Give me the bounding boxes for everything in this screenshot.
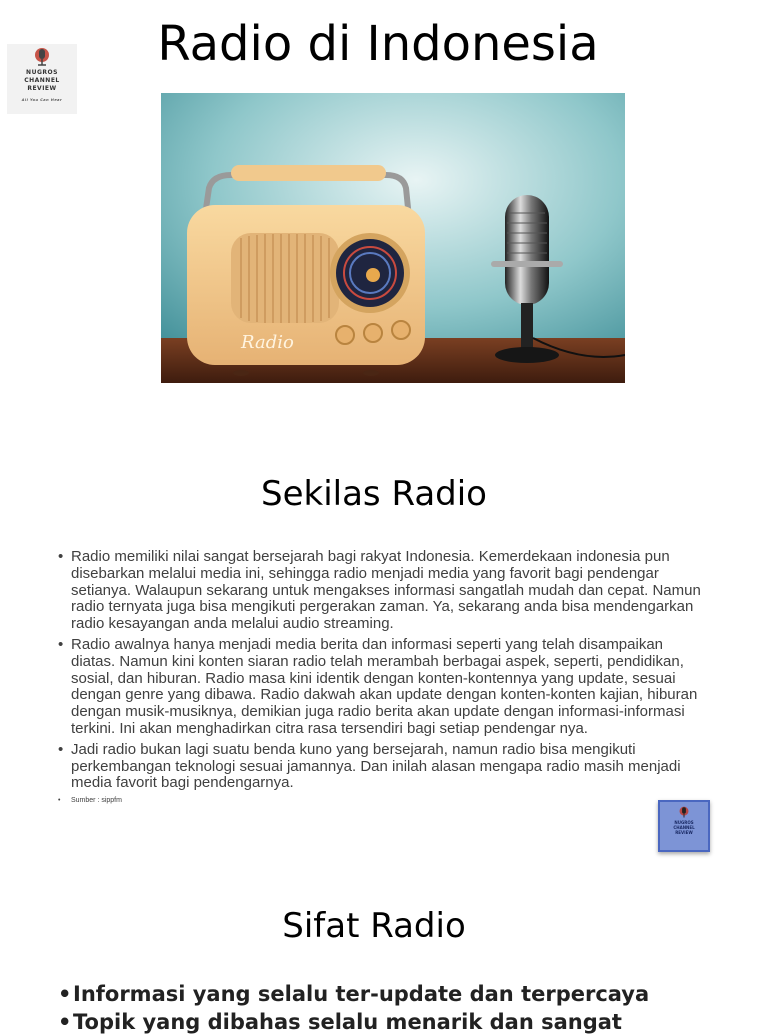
radio-label: Radio [241, 332, 294, 353]
list-item: • Radio awalnya hanya menjadi media berita dan informasi seperti yang telah disampaikan diatas. Namun kini konten siaran radio telah merambah berbagai aspek, seperti, pendidikan, sosial, dan hiburan. Radio masa kini identik dengan konten-kontennya yang update, sesuai dengan genre yang dibawa. Radio dakwah akan update dengan konten-konten kajian, hiburan dengan musik-musiknya, demikian juga radio berita akan update dengan informasi-informasi terkini. Ini akan menghadirkan citra rasa tersendiri bagi setiap pendengar nya. [58, 637, 708, 738]
vintage-radio-image [161, 93, 625, 383]
logo-name: NUGROS CHANNEL REVIEW [24, 69, 60, 92]
list-item: • Radio memiliki nilai sangat bersejarah bagi rakyat Indonesia. Kemerdekaan indonesia pun disebarkan melalui media ini, sehingga radio menjadi media yang favorit bagi pendengar setianya. Walaupun sekarang untuk mengakses informasi sangatlah mudah dan cepat. Namun radio ternyata juga bisa mengikuti pergerakan zaman. Ya, sekarang anda bisa mendengarkan radio kesayangan anda melalui audio streaming. [58, 549, 708, 633]
badge-logo-name: NUGROS CHANNEL REVIEW [673, 820, 695, 835]
list-item: • Jadi radio bukan lagi suatu benda kuno yang bersejarah, namun radio bisa mengikuti perkembangan teknologi sesuai jamannya. Dan inilah alasan mengapa radio masih menjadi media favorit bagi pendengarnya. [58, 742, 708, 792]
source-note: • Sumber : sippfm [58, 796, 708, 805]
sifat-radio-bullet-list [58, 980, 758, 1036]
list-item: • Topik yang dibahas selalu menarik dan sangat [58, 1008, 758, 1036]
slide-title-radio-di-indonesia: Radio di Indonesia [157, 16, 599, 72]
list-item: • Informasi yang selalu ter-update dan terpercaya [58, 980, 758, 1008]
slide-title-sifat-radio: Sifat Radio [282, 906, 466, 946]
microphone-logo-icon [676, 806, 692, 820]
sekilas-radio-bullet-list [58, 549, 708, 809]
channel-logo-badge[interactable] [658, 800, 710, 852]
slide-title-sekilas-radio: Sekilas Radio [261, 474, 487, 514]
logo-tagline: All You Can Hear [21, 98, 63, 102]
